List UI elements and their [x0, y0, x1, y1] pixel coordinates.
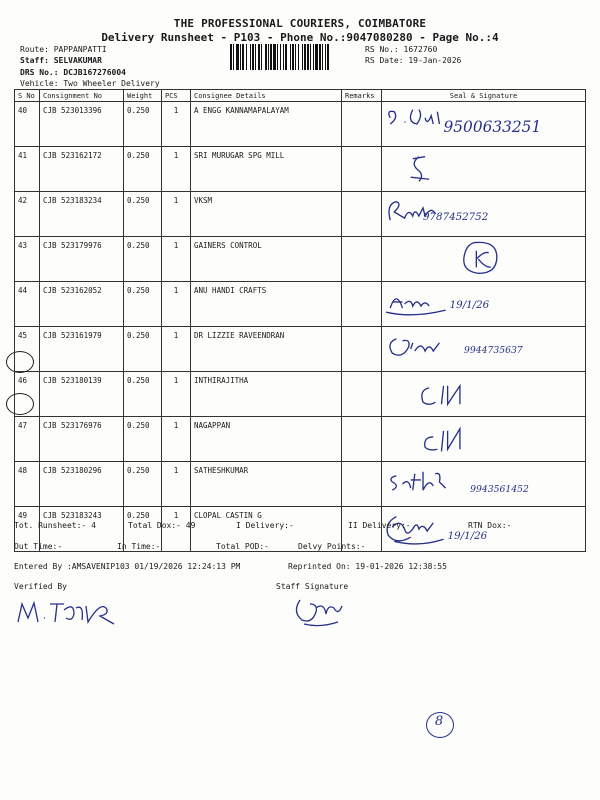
consignment-cell: CJB 523183243 [40, 507, 124, 552]
tot-runsheet: Tot. Runsheet:- 4 [14, 521, 96, 530]
sno-cell: 43 [15, 237, 40, 282]
circle-mark-47 [6, 393, 34, 415]
handwritten-signature [382, 102, 585, 146]
consignment-cell: CJB 523161979 [40, 327, 124, 372]
remarks-cell [342, 417, 382, 462]
consignee-cell: CLOPAL CASTIN G [191, 507, 342, 552]
consignee-cell: DR LIZZIE RAVEENDRAN [191, 327, 342, 372]
consignee-cell: GAINERS CONTROL [191, 237, 342, 282]
pcs-cell: 1 [162, 102, 191, 147]
vehicle-line [20, 79, 160, 88]
rs-date-value: 19-Jan-2026 [408, 56, 462, 65]
drs-line [20, 68, 126, 77]
remarks-cell [342, 282, 382, 327]
consignment-cell: CJB 523162172 [40, 147, 124, 192]
weight-cell: 0.250 [124, 237, 162, 282]
route-label: Route: [20, 45, 49, 54]
consignment-cell: CJB 523183234 [40, 192, 124, 237]
col-remarks: Remarks [342, 90, 382, 102]
sig-note: 9944735637 [464, 345, 523, 357]
i-delivery: I Delivery:- [236, 521, 294, 530]
consignment-cell: CJB 523176976 [40, 417, 124, 462]
sno-cell: 41 [15, 147, 40, 192]
sig-note: 9943561452 [470, 484, 529, 496]
signature-cell [382, 372, 586, 417]
circle-mark-46 [6, 351, 34, 373]
total-pod: Total POD:- [216, 542, 269, 551]
table-header-row [15, 90, 586, 102]
remarks-cell [342, 102, 382, 147]
table-row [15, 237, 586, 282]
sig-note: 9500633251 [443, 118, 542, 137]
remarks-cell [342, 192, 382, 237]
drs-value: DCJB167276004 [63, 68, 126, 77]
sno-cell: 48 [15, 462, 40, 507]
table-row [15, 327, 586, 372]
out-time: Out Time:- [14, 542, 63, 551]
sno-cell: 46 [15, 372, 40, 417]
weight-cell: 0.250 [124, 507, 162, 552]
col-consignee: Consignee Details [191, 90, 342, 102]
consignee-cell: VKSM [191, 192, 342, 237]
delvy-points: Delvy Points:- [298, 542, 366, 551]
in-time: In Time:- [117, 542, 161, 551]
route-line [20, 45, 107, 54]
handwritten-signature [382, 462, 585, 506]
consignee-cell: A ENGG KANNAMAPALAYAM [191, 102, 342, 147]
remarks-cell [342, 462, 382, 507]
pcs-cell: 1 [162, 192, 191, 237]
handwritten-signature [382, 237, 585, 281]
handwritten-signature [382, 147, 585, 191]
pcs-cell: 1 [162, 327, 191, 372]
weight-cell: 0.250 [124, 282, 162, 327]
consignment-cell: CJB 523180139 [40, 372, 124, 417]
table-row [15, 147, 586, 192]
sig-note: 19/1/26 [447, 530, 488, 543]
weight-cell: 0.250 [124, 147, 162, 192]
pcs-cell: 1 [162, 372, 191, 417]
consignment-cell: CJB 523162052 [40, 282, 124, 327]
table-row [15, 417, 586, 462]
vehicle-value: Two Wheeler Delivery [63, 79, 160, 88]
signature-cell [382, 147, 586, 192]
drs-label: DRS No.: [20, 68, 59, 77]
staff-signature [290, 594, 360, 628]
col-signature: Seal & Signature [382, 90, 586, 102]
weight-cell: 0.250 [124, 372, 162, 417]
rs-no-label: RS No.: [365, 45, 399, 54]
ii-delivery: II Delivery:- [348, 521, 411, 530]
pcs-cell: 1 [162, 282, 191, 327]
pcs-cell: 1 [162, 507, 191, 552]
table-row [15, 462, 586, 507]
col-weight: Weight [124, 90, 162, 102]
handwritten-signature [382, 327, 585, 371]
pcs-cell: 1 [162, 417, 191, 462]
col-sno: S No [15, 90, 40, 102]
remarks-cell [342, 327, 382, 372]
sno-cell: 49 [15, 507, 40, 552]
sno-cell: 40 [15, 102, 40, 147]
sig-note: 19/1/26 [449, 299, 490, 312]
remarks-cell [342, 237, 382, 282]
rs-date-line [365, 56, 461, 65]
company-title: THE PROFESSIONAL COURIERS, COIMBATORE [173, 17, 427, 30]
runsheet-title: Delivery Runsheet - P103 - Phone No.:9047080280 - Page No.:4 [101, 31, 499, 44]
pcs-cell: 1 [162, 462, 191, 507]
verified-by-signature [14, 594, 124, 630]
total-dox: Total Dox:- 49 [128, 521, 196, 530]
remarks-cell [342, 147, 382, 192]
rs-date-label: RS Date: [365, 56, 404, 65]
consignment-cell: CJB 523180296 [40, 462, 124, 507]
consignment-cell: CJB 523013396 [40, 102, 124, 147]
signature-cell [382, 327, 586, 372]
verified-by-label: Verified By [14, 582, 67, 591]
rtn-dox: RTN Dox:- [468, 521, 512, 530]
table-row [15, 372, 586, 417]
pcs-cell: 1 [162, 237, 191, 282]
staff-label: Staff: [20, 56, 49, 65]
signature-cell [382, 417, 586, 462]
consignment-cell: CJB 523179976 [40, 237, 124, 282]
rs-no-value: 1672760 [403, 45, 438, 54]
weight-cell: 0.250 [124, 462, 162, 507]
reprinted-on: Reprinted On: 19-01-2026 12:38:55 [288, 562, 447, 571]
runsheet-table [14, 89, 586, 552]
weight-cell: 0.250 [124, 192, 162, 237]
table-row [15, 192, 586, 237]
route-value: PAPPANPATTI [53, 45, 107, 54]
sno-cell: 45 [15, 327, 40, 372]
signature-cell [382, 192, 586, 237]
vehicle-label: Vehicle: [20, 79, 59, 88]
consignee-cell: INTHIRAJITHA [191, 372, 342, 417]
sno-cell: 44 [15, 282, 40, 327]
consignee-cell: NAGAPPAN [191, 417, 342, 462]
handwritten-signature [382, 372, 585, 416]
handwritten-signature [382, 192, 585, 236]
staff-signature-label: Staff Signature [276, 582, 349, 591]
barcode [230, 44, 360, 70]
col-pcs: PCS [162, 90, 191, 102]
table-row [15, 102, 586, 147]
signature-cell [382, 282, 586, 327]
table-row [15, 282, 586, 327]
sig-note: 9787452752 [423, 211, 489, 224]
col-consignment: Consignment No [40, 90, 124, 102]
entered-by: Entered By :AMSAVENIP103 01/19/2026 12:24:13 PM [14, 562, 241, 571]
staff-line [20, 56, 102, 65]
signature-cell [382, 462, 586, 507]
weight-cell: 0.250 [124, 102, 162, 147]
signature-cell [382, 102, 586, 147]
pcs-cell: 1 [162, 147, 191, 192]
page-mark: 8 [434, 714, 444, 729]
consignee-cell: ANU HANDI CRAFTS [191, 282, 342, 327]
weight-cell: 0.250 [124, 327, 162, 372]
signature-cell [382, 237, 586, 282]
handwritten-signature [382, 417, 585, 461]
handwritten-signature [382, 282, 585, 326]
consignee-cell: SRI MURUGAR SPG MILL [191, 147, 342, 192]
rs-no-line [365, 45, 437, 54]
staff-value: SELVAKUMAR [53, 56, 102, 65]
sno-cell: 42 [15, 192, 40, 237]
sno-cell: 47 [15, 417, 40, 462]
consignee-cell: SATHESHKUMAR [191, 462, 342, 507]
remarks-cell [342, 372, 382, 417]
weight-cell: 0.250 [124, 417, 162, 462]
